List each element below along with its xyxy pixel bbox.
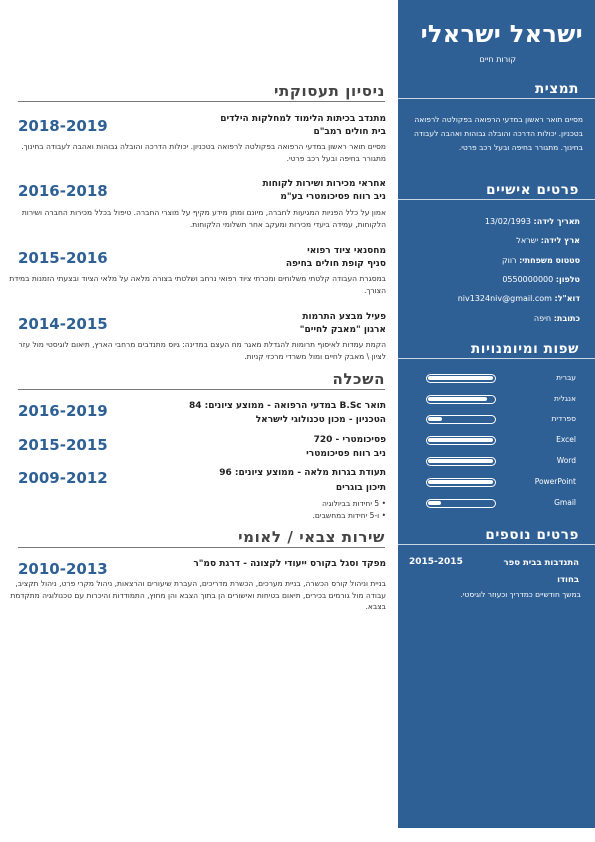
document-subtitle: קורות חיים xyxy=(479,55,516,64)
entry-description: בניית וניהול קורס הכשרה, בניית מערכים, הכשרת מדריכים, העברת שיעורים והרצאות, ניהול מקרי פרט, ניהול תקציב, עבודה מול גורמים בכירים, תיאום בטיחות ואישורים הן בתוך הצבא והן מחוץ, התמודדות והיכרות עם טכנולוגיה מתקדמת בצבא. xyxy=(10,579,386,611)
skill-level-fill xyxy=(428,480,493,484)
entry-date: 2016-2018 xyxy=(18,182,108,200)
skill-level-fill xyxy=(428,501,441,505)
education-heading xyxy=(18,370,385,390)
entry-institution: תיכון בוגרים xyxy=(335,483,386,493)
personal-value: ישראל xyxy=(516,236,539,245)
personal-row-country xyxy=(402,236,580,245)
personal-row-status xyxy=(402,256,580,265)
skill-name: PowerPoint xyxy=(534,477,576,486)
entry-organization: ארגון "מאבק לחיים" xyxy=(299,325,386,335)
entry-description: הקמת עמדות לאיסוף תרומות להגדלת מאגר מח העצם במדינה: גיוס מתנדבים מרחבי הארץ, תיאום לוגיסטי מול עזר לציון \ מאבק לחיים ומול משרדי מרכזי קניות. xyxy=(18,340,386,361)
entry-date: 2016-2019 xyxy=(18,402,108,420)
entry-institution: ניב רווח פסיכומטרי xyxy=(306,449,386,459)
personal-label: תאריך לידה: xyxy=(533,217,580,226)
skill-level-bar xyxy=(426,499,496,508)
military-heading-label: שירות צבאי / לאומי xyxy=(238,528,385,546)
experience-heading xyxy=(18,82,385,102)
summary-heading-label: תמצית xyxy=(534,81,579,97)
personal-divider xyxy=(398,199,595,200)
personal-row-birthdate xyxy=(402,217,580,226)
skill-row xyxy=(418,373,576,385)
entry-organization: סניף קופת חולים בחיפה xyxy=(285,259,386,269)
skill-level-fill xyxy=(428,376,493,380)
extra-description: במשך חודשיים כמדריך וכעוזר לוגיסטי. xyxy=(460,590,581,599)
skill-level-bar xyxy=(426,457,496,466)
personal-heading-label: פרטים אישיים xyxy=(486,182,579,198)
experience-divider xyxy=(18,101,385,103)
personal-label: טלפון: xyxy=(555,275,580,284)
entry-date: 2015-2015 xyxy=(18,436,108,454)
entry-date: 2009-2012 xyxy=(18,469,108,487)
sidebar xyxy=(398,0,595,828)
skill-level-fill xyxy=(428,417,442,421)
entry-role: מחסנאי ציוד רפואי xyxy=(307,246,386,256)
skill-name: Word xyxy=(556,456,576,465)
extra-divider xyxy=(398,544,595,545)
skill-row xyxy=(418,414,576,426)
personal-value: niv1324niv@gmail.com xyxy=(457,294,552,303)
skills-heading xyxy=(398,338,595,359)
military-divider xyxy=(18,547,385,549)
skill-name: Gmail xyxy=(554,498,576,507)
entry-description: במסגרת העבודה קלטתי משלוחים ומכרתי ציוד רפואי נרחב ושלטתי בצורה מלאה על מלאי הציוד ובצעתי הזמנות במידת הצורך. xyxy=(9,274,386,295)
personal-value: 0550000000 xyxy=(502,275,554,284)
entry-role: פעיל מבצע התרמות xyxy=(302,312,386,322)
skill-row xyxy=(418,456,576,468)
entry-role: מתנדב בכיתות הלימוד למחלקות הילדים xyxy=(220,114,386,124)
skills-divider xyxy=(398,358,595,359)
personal-label: סטטוס משפחתי: xyxy=(519,256,580,265)
extra-entry-title: התנדבות בבית ספר בחודו xyxy=(503,558,579,585)
entry-date: 2018-2019 xyxy=(18,117,108,135)
skill-row xyxy=(418,435,576,447)
entry-role: מפקד וסגל בקורס ייעודי לקצונה - דרגת סמ"ר xyxy=(193,559,386,569)
extra-date: 2015-2015 xyxy=(409,557,463,567)
personal-label: ארץ לידה: xyxy=(540,236,580,245)
personal-value: 13/02/1993 xyxy=(484,217,531,226)
summary-heading xyxy=(398,78,595,99)
skill-name: ספרדית xyxy=(551,414,576,423)
education-divider xyxy=(18,389,385,391)
entry-role: אחראי מכירות ושירות לקוחות xyxy=(262,179,386,189)
skill-level-bar xyxy=(426,478,496,487)
entry-institution: הטכניון - מכון טכנולוגי לישראל xyxy=(255,415,386,425)
entry-description: מסיים תואר ראשון במדעי הרפואה בפקולטה לרפואה בטכניון. יכולות הדרכה והובלה גבוהות ואהבה לעבודה בחינוך. מתגורר בחיפה ובעל רכב פרטי. xyxy=(21,142,386,163)
skill-level-bar xyxy=(426,415,496,424)
summary-divider xyxy=(398,98,595,99)
entry-bullet-list xyxy=(186,498,386,522)
skill-level-fill xyxy=(428,397,487,401)
personal-row-address xyxy=(402,314,580,323)
entry-date: 2014-2015 xyxy=(18,315,108,333)
skill-level-fill xyxy=(428,459,493,463)
entry-date: 2015-2016 xyxy=(18,249,108,267)
education-heading-label: השכלה xyxy=(332,370,385,388)
skill-name: אנגלית xyxy=(554,394,576,403)
entry-organization: ניב רווח פסיכומטרי בע"מ xyxy=(280,192,386,202)
personal-value: רווק xyxy=(501,256,517,265)
entry-degree: תואר B.Sc במדעי הרפואה - ממוצע ציונים: 84 xyxy=(189,401,386,411)
skill-row xyxy=(418,498,576,510)
experience-heading-label: ניסיון תעסוקתי xyxy=(273,82,385,100)
skill-level-bar xyxy=(426,436,496,445)
entry-date: 2010-2013 xyxy=(18,560,108,578)
personal-label: כתובת: xyxy=(553,314,580,323)
summary-text: מסיים תואר ראשון במדעי הרפואה בפקולטה לרפואה בטכניון. יכולות הדרכה והובלה גבוהות ואהבה לעבודה בחינוך. מתגורר בחיפה ובעל רכב פרטי. xyxy=(414,115,583,152)
bullet-item: • 5 יחידות בביולוגיה xyxy=(186,498,386,510)
entry-description: אמון על כלל הפניות המגיעות לחברה, מיונם ומתן מידע מקיף על מוצרי החברה. טיפול בכלל מכירות החברה ושירות הלקוחות, עמידה ביעדי מכירות ומעקב אחר תשלומי הלקוחות. xyxy=(21,208,386,229)
extra-heading xyxy=(398,524,595,545)
skill-level-fill xyxy=(428,438,493,442)
personal-value: חיפה xyxy=(533,314,552,323)
skill-name: עברית xyxy=(556,373,576,382)
entry-degree: תעודת בגרות מלאה - ממוצע ציונים: 96 xyxy=(219,468,386,478)
extra-heading-label: פרטים נוספים xyxy=(485,527,579,543)
personal-heading xyxy=(398,179,595,200)
person-name: ישראל ישראלי xyxy=(420,20,583,48)
skill-row xyxy=(418,477,576,489)
personal-row-phone xyxy=(402,275,580,284)
entry-organization: בית חולים רמב"ם xyxy=(313,127,386,137)
skill-level-bar xyxy=(426,395,496,404)
skill-name: Excel xyxy=(556,435,576,444)
personal-label: דוא"ל: xyxy=(554,294,580,303)
skill-row xyxy=(418,394,576,406)
personal-row-email xyxy=(402,294,580,303)
bullet-item: • ו-5 יחידות במחשבים. xyxy=(186,510,386,522)
entry-degree: פסיכומטרי - 720 xyxy=(313,435,386,445)
military-heading xyxy=(18,528,385,548)
skill-level-bar xyxy=(426,374,496,383)
skills-heading-label: שפות ומיומנויות xyxy=(470,341,579,357)
